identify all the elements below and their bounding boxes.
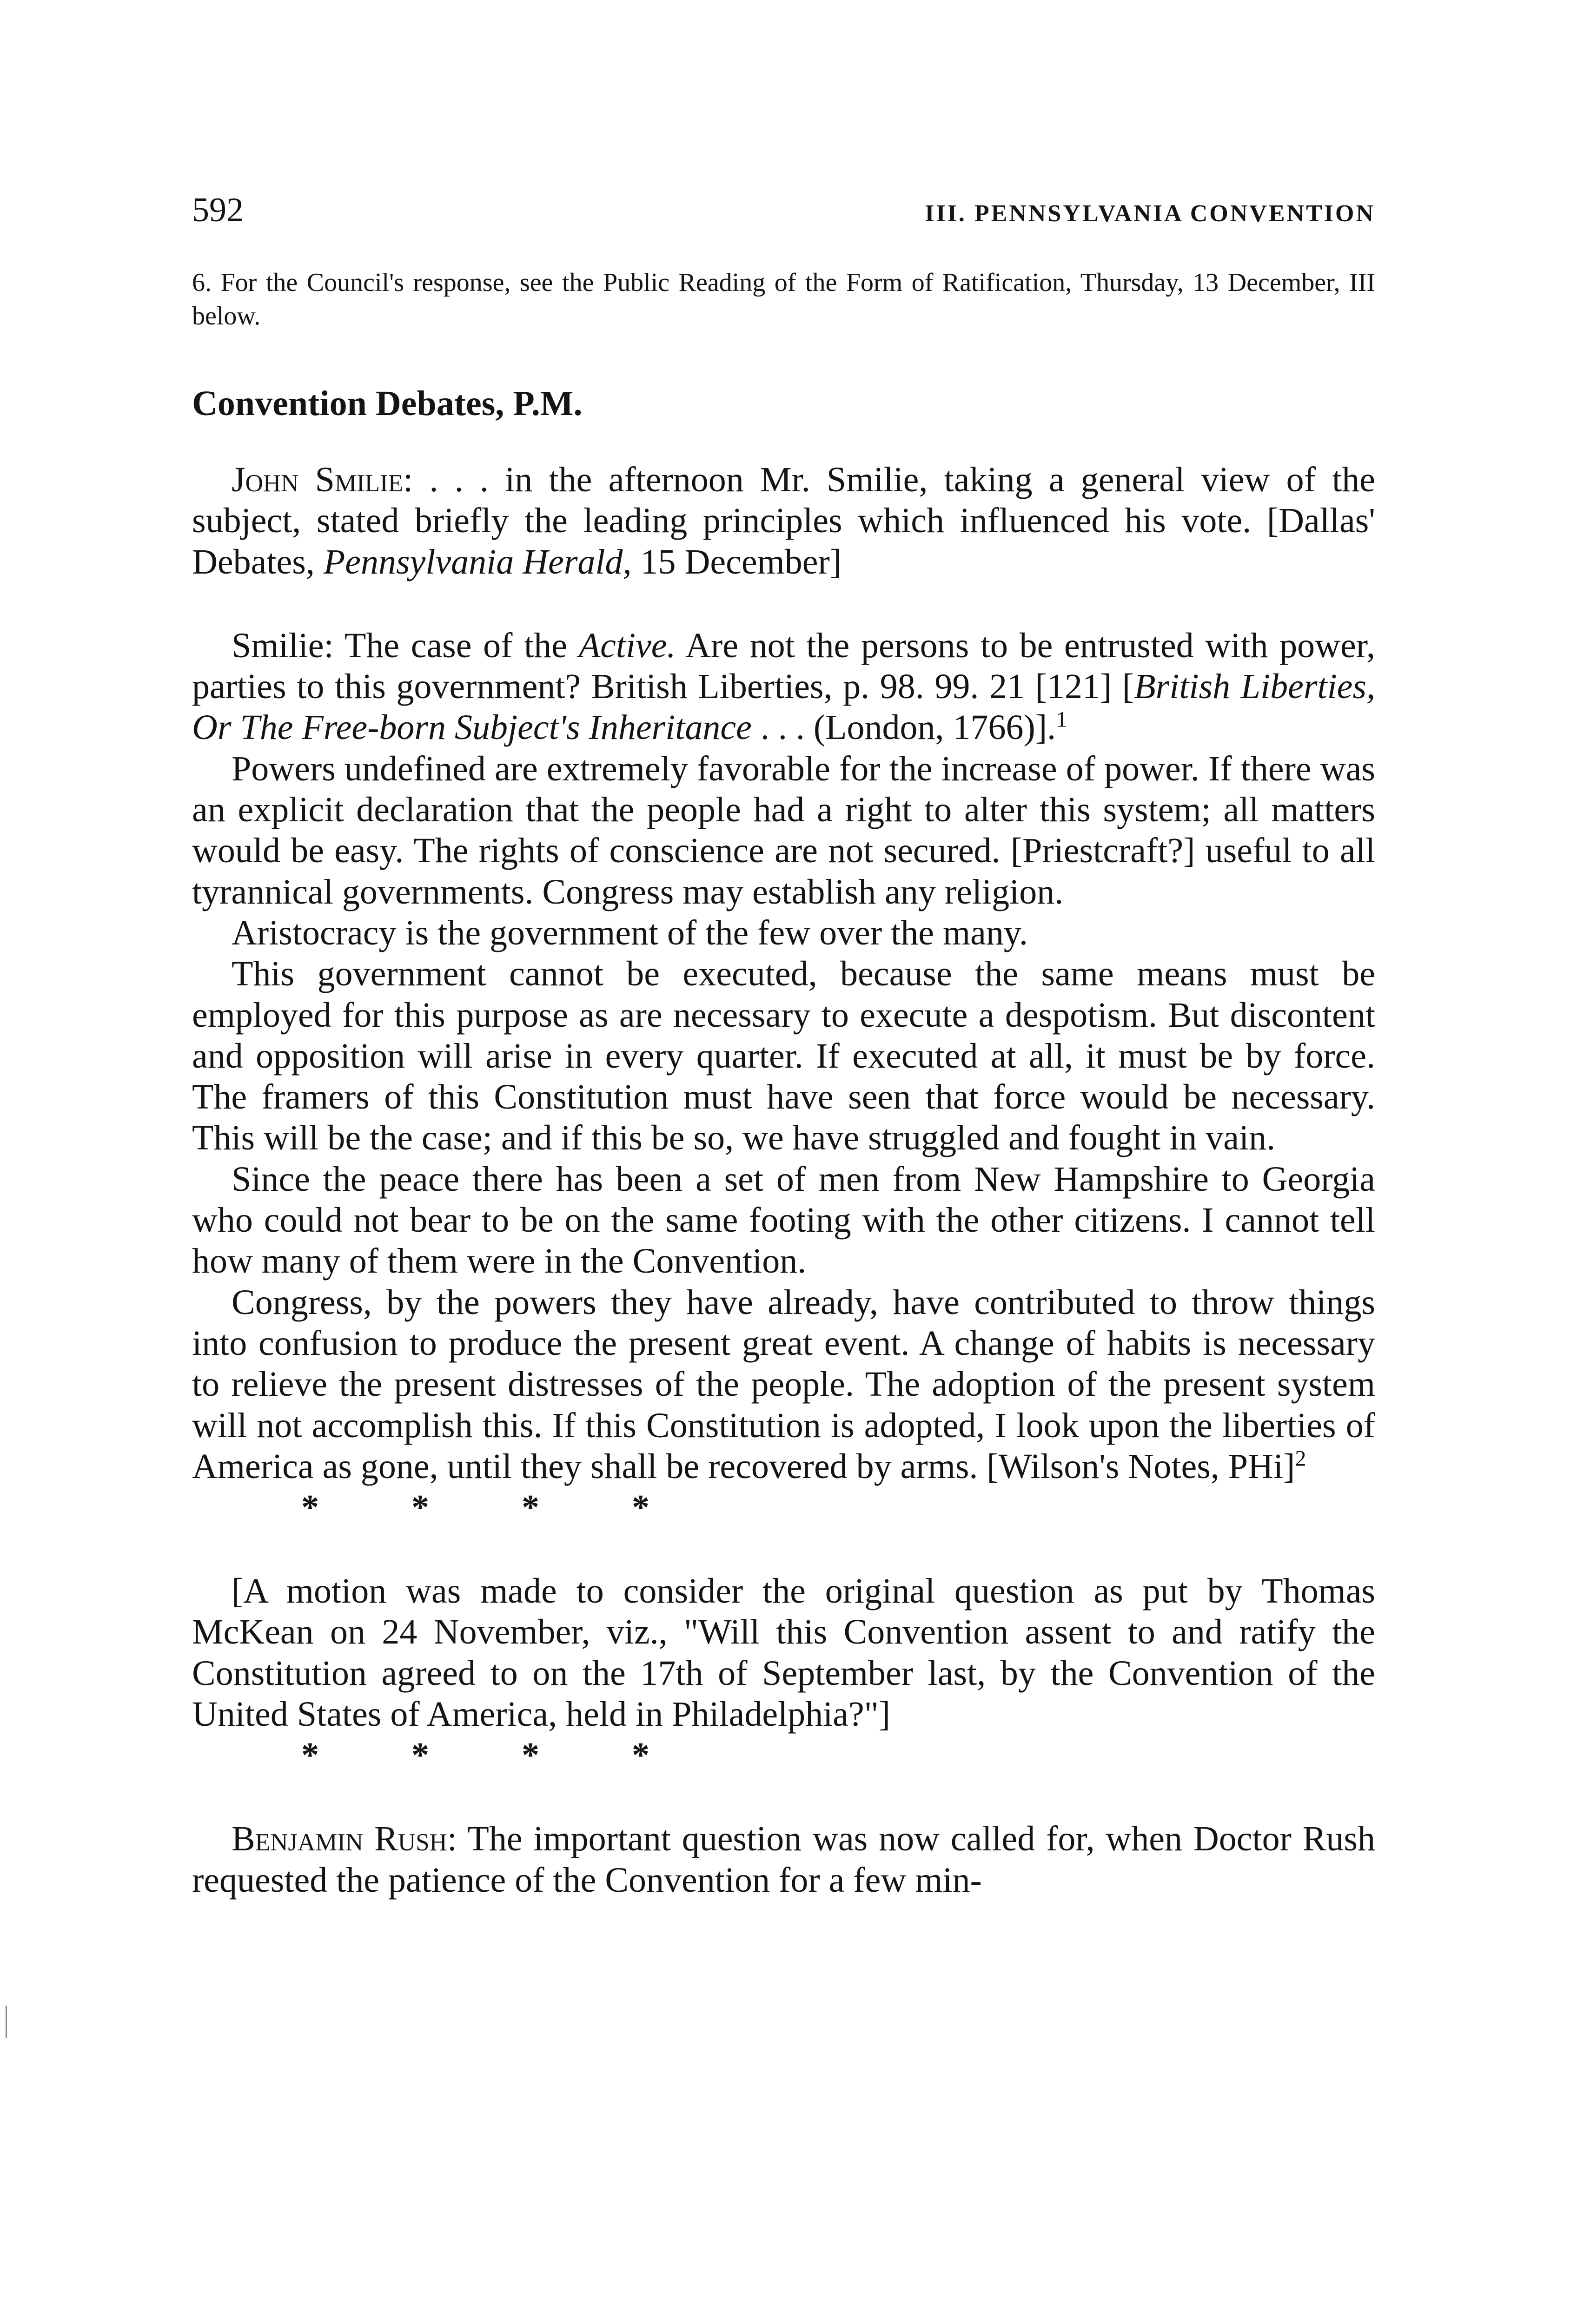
paragraph-government: This government cannot be executed, because the same means must be employed for this purpose as are necessary to execute a despotism. But discontent and opposition will arise in every quarter. If executed at all, it must be by force. The framers of this Constitution must have seen that force would be necessary. This will be the case; and if this be so, we have struggled and fought in vain. bbox=[192, 954, 1375, 1158]
page-number: 592 bbox=[192, 191, 244, 229]
footnote-ref-2: 2 bbox=[1295, 1446, 1306, 1471]
paragraph-peace: Since the peace there has been a set of men from New Hampshire to Georgia who could not bear to be on the same footing with the other citizens. I cannot tell how many of them were in the Convention. bbox=[192, 1159, 1375, 1281]
section-title: Convention Debates, P.M. bbox=[192, 384, 583, 423]
section-separator: * * * * bbox=[301, 1736, 691, 1775]
paragraph-congress: Congress, by the powers they have already, have contributed to throw things into confusion to produce the present great event. A change of habits is necessary to relieve the present distresses of the people. The adoption of the present system will not accomplish this. If this Constitution is adopted, I look upon the liberties of America as gone, until they shall be recovered by arms. [Wilson's Notes, PHi]$^2$ bbox=[192, 1282, 1375, 1486]
paragraph-smilie-summary: John Smilie: . . . in the afternoon Mr. Smilie, taking a general view of the subject, stated briefly the leading principles which influenced his vote. [Dallas' Debates, Pennsylvania Herald, 15 December] bbox=[192, 460, 1375, 581]
document-page bbox=[192, 0, 1375, 2324]
footnote-top: 6. For the Council's response, see the Public Reading of the Form of Ratification, Thursday, 13 December, III below. bbox=[192, 268, 1375, 330]
page-header bbox=[192, 187, 1375, 233]
footnote-ref-1: 1 bbox=[1056, 707, 1067, 733]
paragraph-smilie-notes: Smilie: The case of the Active. Are not the persons to be entrusted with power, parties to this government? British Liberties, p. 98. 99. 21 [121] [British Liberties, Or The Free-born Subject's Inheritance . . . (London, 1766)].$^1$ bbox=[192, 626, 1375, 747]
section-separator: * * * * bbox=[301, 1488, 691, 1527]
body-text bbox=[192, 459, 1375, 1901]
paragraph-rush: Benjamin Rush: The important question was now called for, when Doctor Rush requested the patience of the Convention for a few min- bbox=[192, 1819, 1375, 1900]
running-head: III. PENNSYLVANIA CONVENTION bbox=[925, 200, 1375, 227]
speaker-name: Benjamin Rush: bbox=[232, 1819, 457, 1859]
scan-mark bbox=[6, 2006, 7, 2038]
paragraph-aristocracy: Aristocracy is the government of the few over the many. bbox=[232, 913, 1028, 952]
paragraph-motion: [A motion was made to consider the original question as put by Thomas McKean on 24 November, viz., "Will this Convention assent to and ratify the Constitution agreed to on the 17th of September last, by the Convention of the United States of America, held in Philadelphia?"] bbox=[192, 1571, 1375, 1734]
speaker-name: John Smilie: bbox=[232, 460, 413, 499]
paragraph-powers: Powers undefined are extremely favorable for the increase of power. If there was an explicit declaration that the people had a right to alter this system; all matters would be easy. The rights of conscience are not secured. [Priestcraft?] useful to all tyrannical governments. Congress may establish any religion. bbox=[192, 749, 1375, 911]
